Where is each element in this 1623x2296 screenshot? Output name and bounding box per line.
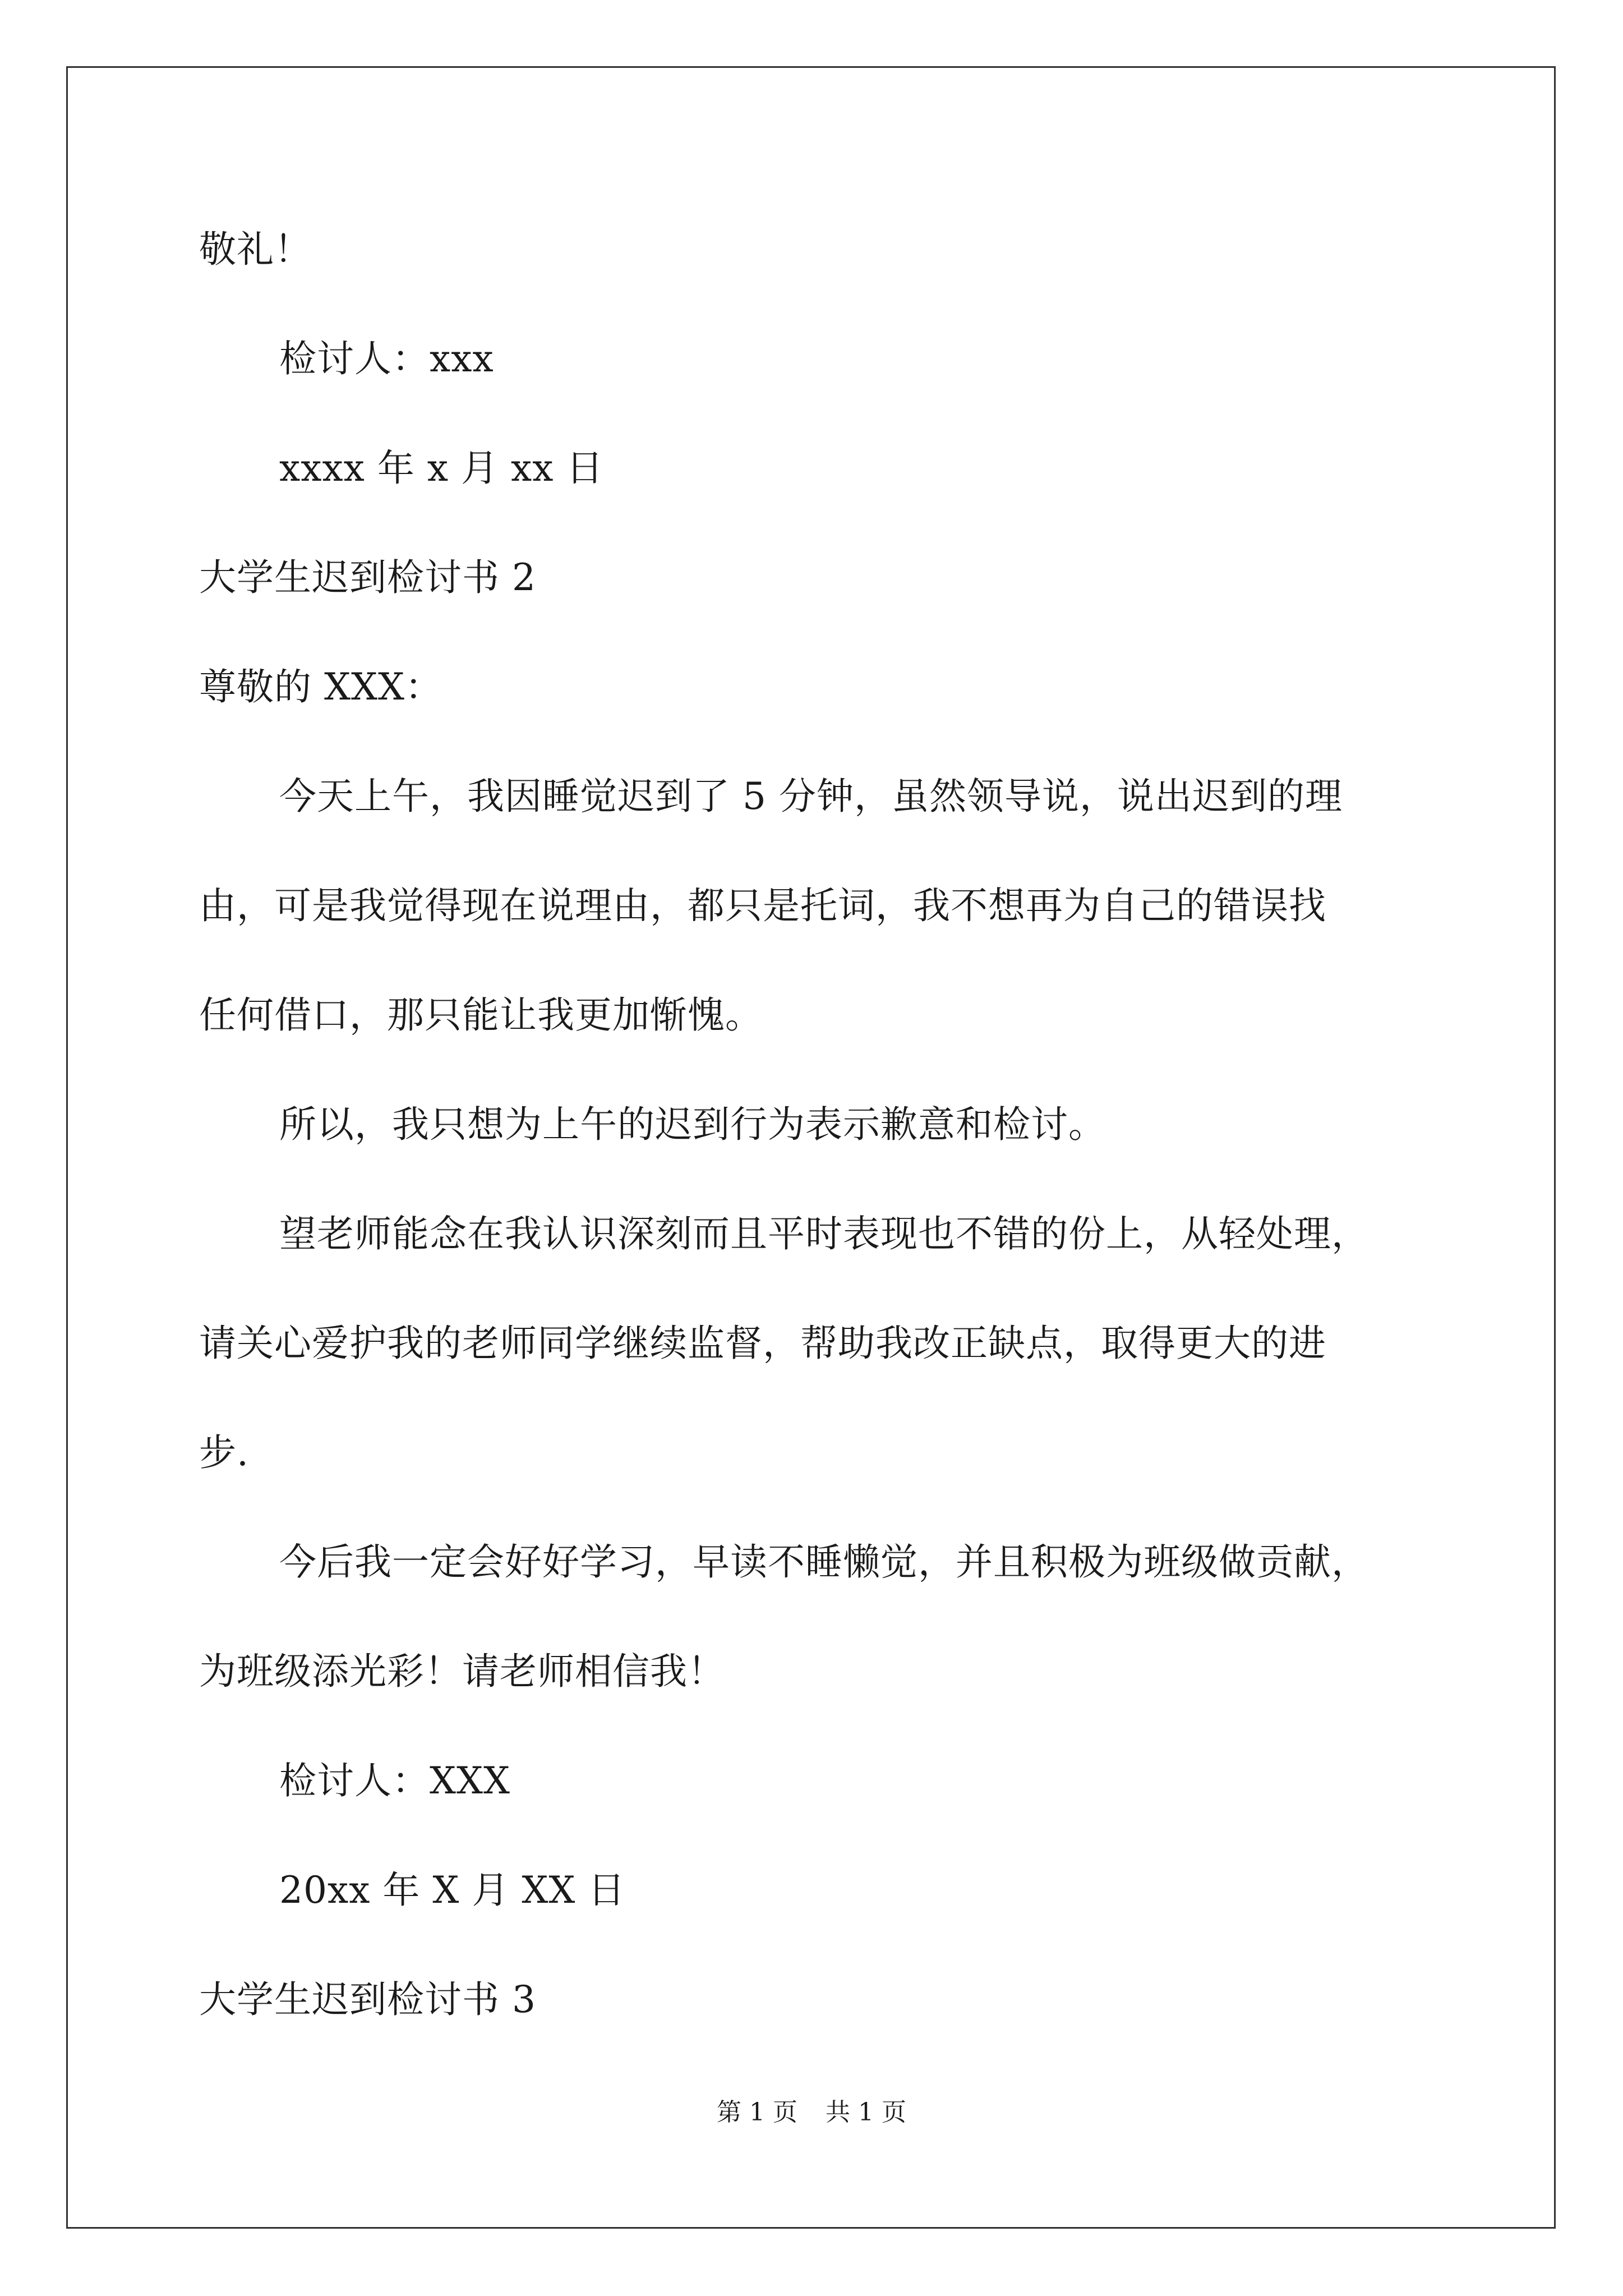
paragraph-line: 步. [199,1431,249,1474]
section-heading: 大学生迟到检讨书 2 [199,556,536,599]
paragraph-line: 请关心爱护我的老师同学继续监督，帮助我改正缺点，取得更大的进 [199,1322,1326,1365]
paragraph-line: 今后我一定会好好学习，早读不睡懒觉，并且积极为班级做贡献， [279,1540,1369,1584]
paragraph-line: 今天上午，我因睡觉迟到了 5 分钟，虽然领导说，说出迟到的理 [279,775,1343,818]
paragraph-line: 由，可是我觉得现在说理由，都只是托词，我不想再为自己的错误找 [199,884,1326,927]
page-total: 共 1 页 [826,2098,906,2127]
signature-line: 检讨人：xxx [279,337,494,380]
closing-salutation: 敬礼！ [199,228,312,271]
paragraph-line: 任何借口，那只能让我更加惭愧。 [199,993,763,1037]
greeting-line: 尊敬的 XXX： [199,665,442,708]
paragraph-line: 望老师能念在我认识深刻而且平时表现也不错的份上，从轻处理， [279,1212,1369,1255]
date-line: xxxx 年 x 月 xx 日 [279,447,604,490]
date-line: 20xx 年 X 月 XX 日 [279,1869,626,1912]
section-heading: 大学生迟到检讨书 3 [199,1978,536,2021]
page-number: 第 1 页 [717,2098,797,2127]
paragraph-line: 所以，我只想为上午的迟到行为表示歉意和检讨。 [279,1103,1106,1146]
page-footer [0,2096,1623,2129]
signature-line: 检讨人：XXX [279,1759,510,1802]
paragraph-line: 为班级添光彩！请老师相信我！ [199,1650,725,1693]
